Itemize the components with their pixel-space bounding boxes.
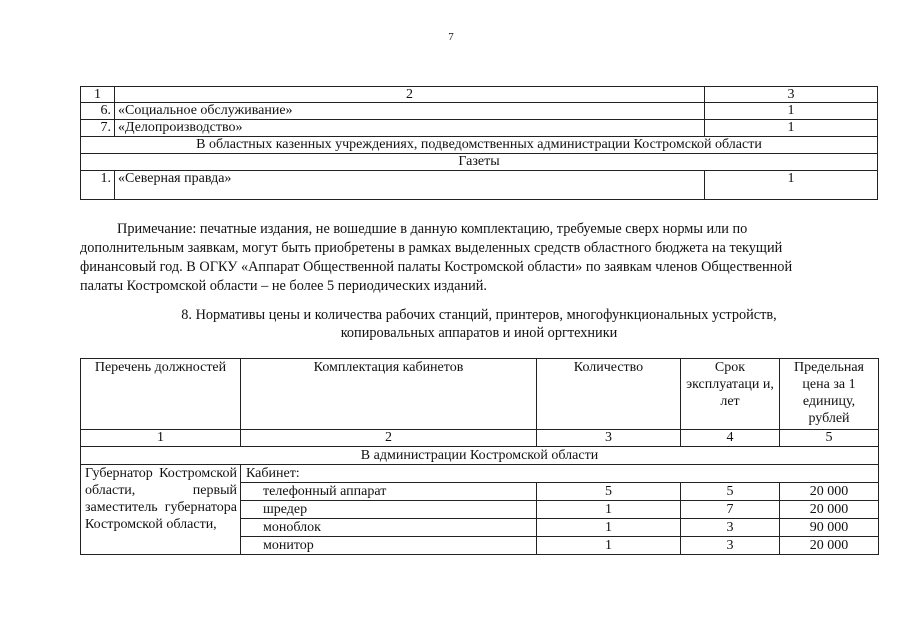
note-line: Примечание: печатные издания, не вошедшие в данную комплектацию, требуемые сверх нормы или по	[117, 221, 748, 237]
periodical-name: «Делопроизводство»	[115, 120, 705, 137]
equipment-quantity: 1	[537, 537, 681, 555]
page-number: 7	[448, 31, 454, 43]
equipment-name: монитор	[241, 537, 537, 555]
column-number: 4	[681, 430, 780, 447]
header-cell: 2	[115, 87, 705, 103]
equipment-name: телефонный аппарат	[241, 483, 537, 501]
equipment-term: 7	[681, 501, 780, 519]
equipment-price: 20 000	[780, 501, 879, 519]
column-number: 3	[537, 430, 681, 447]
header-cell: 3	[705, 87, 878, 103]
table-header-row	[81, 359, 879, 430]
column-number: 2	[241, 430, 537, 447]
periodicals-table	[80, 86, 878, 200]
periodical-quantity: 1	[705, 171, 878, 200]
periodical-quantity: 1	[705, 103, 878, 120]
column-number: 1	[81, 430, 241, 447]
subheading-row	[81, 154, 878, 171]
subheading: Газеты	[81, 154, 878, 171]
equipment-table	[80, 358, 879, 555]
header-price: Предельная цена за 1 единицу, рублей	[780, 359, 879, 430]
section-title-line: 8. Нормативы цены и количества рабочих станций, принтеров, многофункциональных устройств,	[181, 307, 777, 323]
header-equipment: Комплектация кабинетов	[241, 359, 537, 430]
note-line: финансовый год. В ОГКУ «Аппарат Общественной палаты Костромской области» по заявкам членов Общественной	[80, 259, 793, 275]
header-positions: Перечень должностей	[81, 359, 241, 430]
table-row	[81, 171, 878, 200]
equipment-quantity: 1	[537, 519, 681, 537]
equipment-term: 3	[681, 537, 780, 555]
section-heading: В администрации Костромской области	[81, 447, 879, 465]
equipment-price: 20 000	[780, 483, 879, 501]
equipment-quantity: 1	[537, 501, 681, 519]
header-term: Срок эксплуатаци и, лет	[681, 359, 780, 430]
section-heading-row	[81, 447, 879, 465]
position-list: Губернатор Костромской области, первый заместитель губернатора Костромской области,	[81, 465, 241, 555]
equipment-name: моноблок	[241, 519, 537, 537]
section-title-line: копировальных аппаратов и иной оргтехники	[340, 325, 618, 341]
equipment-quantity: 5	[537, 483, 681, 501]
table-header-row	[81, 87, 878, 103]
header-quantity: Количество	[537, 359, 681, 430]
equipment-term: 3	[681, 519, 780, 537]
equipment-price: 90 000	[780, 519, 879, 537]
column-numbers-row	[81, 430, 879, 447]
section-heading: В областных казенных учреждениях, подведомственных администрации Костромской области	[81, 137, 878, 154]
row-number: 1.	[81, 171, 115, 200]
table-row	[81, 465, 879, 483]
row-number: 7.	[81, 120, 115, 137]
table-row	[81, 120, 878, 137]
column-number: 5	[780, 430, 879, 447]
table-row	[81, 103, 878, 120]
header-cell: 1	[81, 87, 115, 103]
periodical-quantity: 1	[705, 120, 878, 137]
note-line: дополнительным заявкам, могут быть приобретены в рамках выделенных средств областного бюджета на текущий	[80, 240, 783, 256]
note-line: палаты Костромской области – не более 5 периодических изданий.	[80, 278, 487, 294]
section-heading-row	[81, 137, 878, 154]
row-number: 6.	[81, 103, 115, 120]
periodical-name: «Социальное обслуживание»	[115, 103, 705, 120]
equipment-term: 5	[681, 483, 780, 501]
equipment-name: шредер	[241, 501, 537, 519]
section-title	[80, 306, 878, 342]
note-paragraph	[80, 220, 848, 296]
cabinet-label: Кабинет:	[241, 465, 879, 483]
equipment-price: 20 000	[780, 537, 879, 555]
periodical-name: «Северная правда»	[115, 171, 705, 200]
